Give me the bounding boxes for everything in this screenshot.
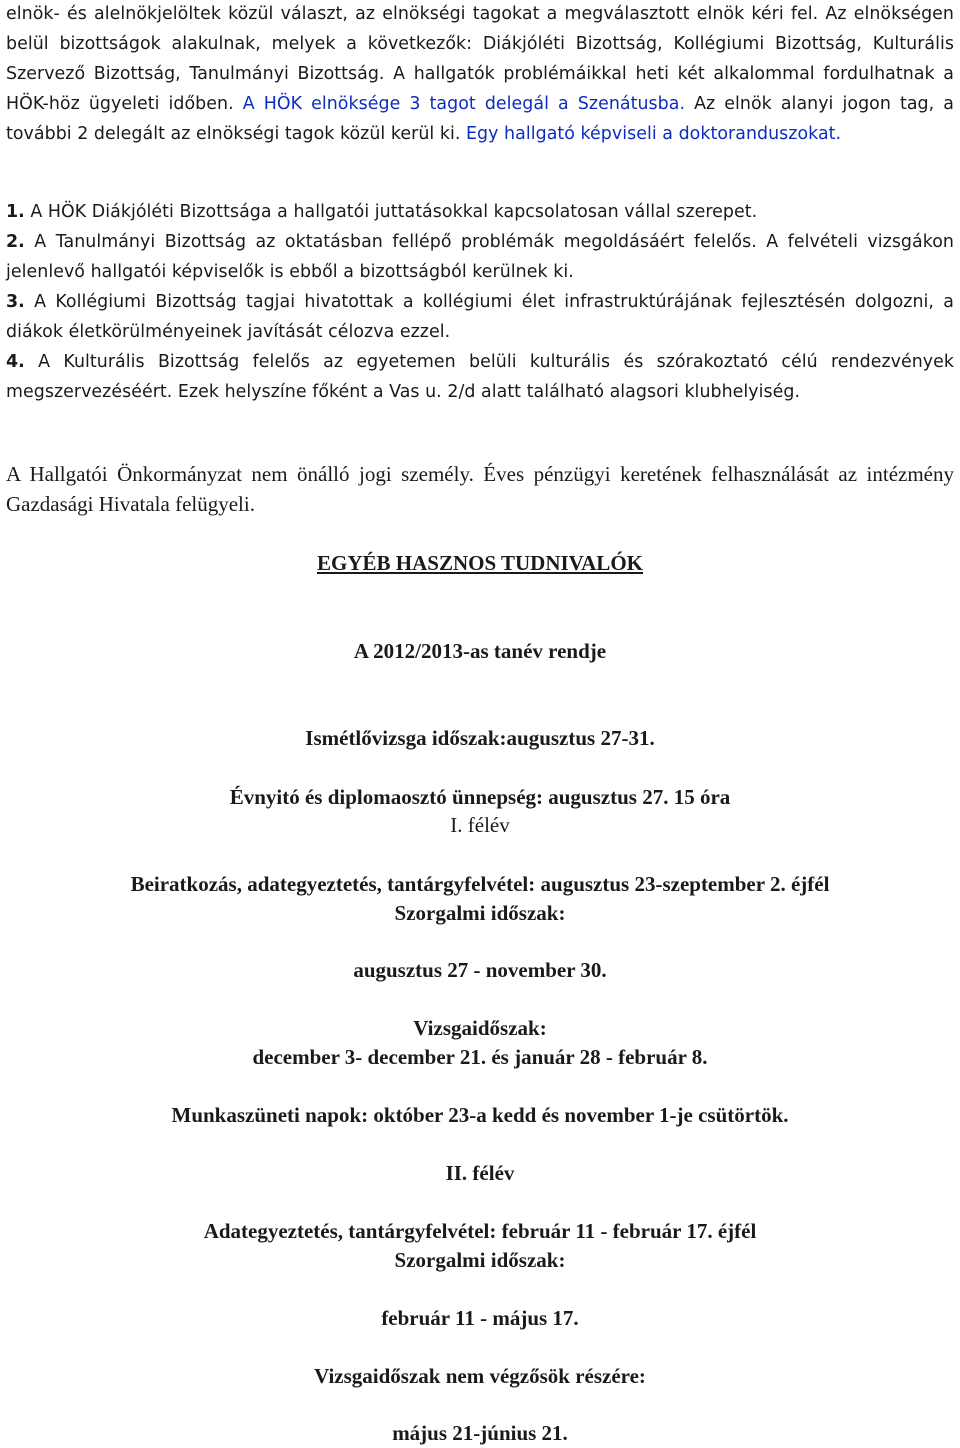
finance-paragraph: A Hallgatói Önkormányzat nem önálló jogi személy. Éves pénzügyi keretének felhasználását az intézmény Gazdasági Hivatala felügyeli. <box>6 462 954 516</box>
committee-text-1: A HÖK Diákjóléti Bizottsága a hallgatói juttatásokkal kapcsolatosan vállal szerepet. <box>24 202 758 222</box>
intro-paragraph <box>6 0 954 149</box>
semester-2-label: II. félév <box>445 1161 515 1185</box>
schedule-title: A 2012/2013-as tanév rendje <box>353 639 607 663</box>
enrolment-2: Adategyeztetés, tantárgyfelvétel: február 11 - február 17. éjfél <box>203 1219 757 1243</box>
committee-text-2: A Tanulmányi Bizottság az oktatásban fellépő problémák megoldásáért felelős. A felvételi vizsgákon jelenlevő hallgatói képviselők is ebből a bizottságból kerülnek ki. <box>6 232 954 282</box>
committee-num-3: 3. <box>6 292 25 312</box>
enrolment-1: Beiratkozás, adategyeztetés, tantárgyfelvétel: augusztus 23-szeptember 2. éjfél <box>130 872 830 896</box>
study-period-2: február 11 - május 17. <box>381 1306 579 1330</box>
committee-text-3: A Kollégiumi Bizottság tagjai hivatottak a kollégiumi élet infrastruktúrájának fejlesztésén dolgozni, a diákok életkörülményeinek javítását célozva ezzel. <box>6 292 954 342</box>
committee-num-4: 4. <box>6 352 25 372</box>
intro-text-5: Egy hallgató képviseli a doktoranduszokat. <box>466 124 842 144</box>
intro-text-4: Az elnök alanyi jogon tag, a további 2 delegált az elnökségi tagok közül kerül ki. <box>6 94 954 144</box>
intro-text-3: A HÖK elnöksége 3 tagot delegál a Szenátusba. <box>242 94 695 114</box>
exam-period-2: május 21-június 21. <box>392 1421 568 1445</box>
study-period-1: augusztus 27 - november 30. <box>353 958 607 982</box>
section-heading: EGYÉB HASZNOS TUDNIVALÓK <box>317 551 643 575</box>
study-period-label-2: Szorgalmi időszak: <box>394 1248 566 1272</box>
intro-text-2: A hallgatók problémáikkal heti két alkalommal fordulhatnak a HÖK-höz ügyeleti időben. <box>6 64 954 114</box>
opening-ceremony: Évnyitó és diplomaosztó ünnepség: augusztus 27. 15 óra <box>229 785 731 809</box>
committee-num-1: 1. <box>6 202 25 222</box>
exam-period-label-1: Vizsgaidőszak: <box>413 1016 547 1040</box>
retake-period: Ismétlővizsga időszak:augusztus 27-31. <box>305 726 655 750</box>
semester-1-label: I. félév <box>450 813 510 837</box>
intro-text-1: elnök- és alelnökjelöltek közül választ, az elnökségi tagokat a megválasztott elnök kéri fel. Az elnökségen belül bizottságok alakulnak, melyek a következők: Diákjóléti Bizottság, Kollégiumi Bizottság, Kulturális Szervező Bizottság, Tanulmányi Bizottság. <box>6 4 954 84</box>
committees-list <box>6 197 954 407</box>
study-period-label-1: Szorgalmi időszak: <box>394 901 566 925</box>
committee-text-4: A Kulturális Bizottság felelős az egyetemen belüli kulturális és szórakoztató célú rendezvények megszervezéséért. Ezek helyszíne főként a Vas u. 2/d alatt található alagsori klubhelyiség. <box>6 352 954 402</box>
public-holidays: Munkaszüneti napok: október 23-a kedd és november 1-je csütörtök. <box>171 1103 789 1127</box>
committee-num-2: 2. <box>6 232 25 252</box>
exam-period-1: december 3- december 21. és január 28 - február 8. <box>252 1045 708 1069</box>
exam-period-label-2: Vizsgaidőszak nem végzősök részére: <box>314 1364 646 1388</box>
